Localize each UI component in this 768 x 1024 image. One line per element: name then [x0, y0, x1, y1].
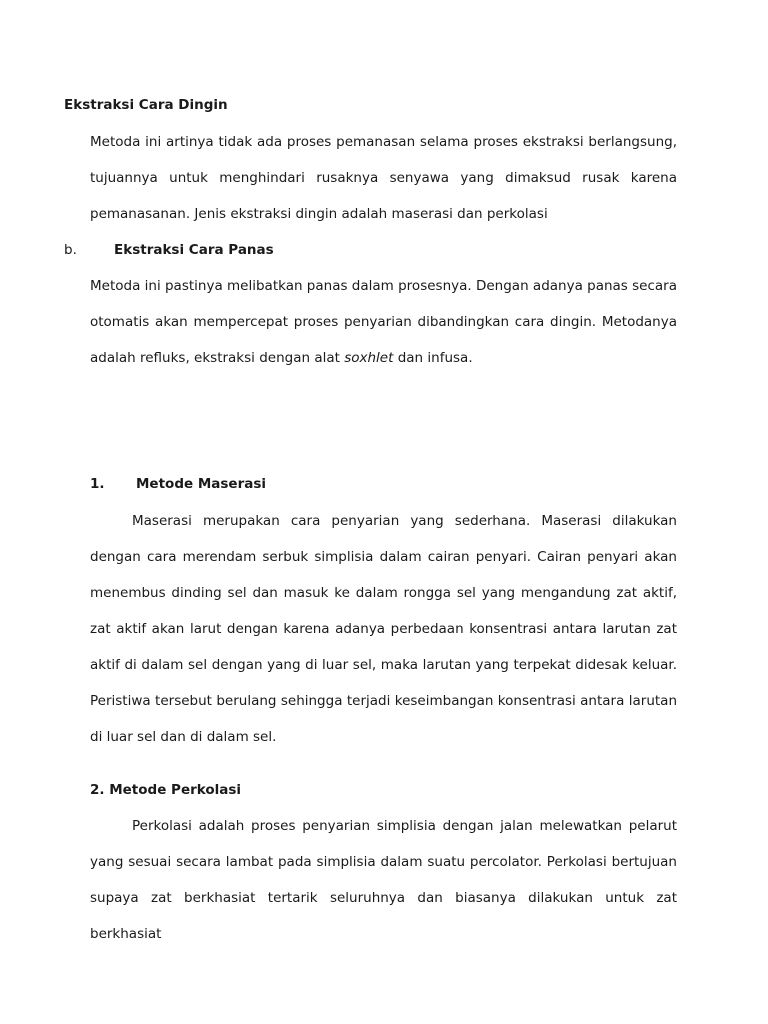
heading-maceration: Metode Maserasi: [136, 476, 267, 492]
list-marker-b: b.: [64, 242, 77, 258]
heading-hot-extraction: Ekstraksi Cara Panas: [114, 242, 274, 258]
soxhlet-term: soxhlet: [344, 350, 394, 366]
heading-percolation: 2. Metode Perkolasi: [90, 782, 242, 798]
heading-cold-extraction: Ekstraksi Cara Dingin: [64, 97, 228, 113]
list-marker-1: 1.: [90, 476, 105, 492]
paragraph-percolation: Perkolasi adalah proses penyarian simplisia dengan jalan melewatkan pelarut yang sesuai secara lambat pada simplisia dalam suatu percolator. Perkolasi bertujuan supaya zat berkhasiat tertarik seluruhnya dan biasanya dilakukan untuk zat berkhasiat: [90, 818, 677, 942]
hot-extraction-text-before: Metoda ini pastinya melibatkan panas dalam prosesnya. Dengan adanya panas secara otomatis akan mempercepat proses penyarian dibandingkan cara dingin. Metodanya adalah refluks, ekstraksi dengan alat: [90, 278, 677, 366]
paragraph-cold-extraction: Metoda ini artinya tidak ada proses pemanasan selama proses ekstraksi berlangsung, tujuannya untuk menghindari rusaknya senyawa yang dimaksud rusak karena pemanasanan. Jenis ekstraksi dingin adalah maserasi dan perkolasi: [90, 134, 677, 222]
hot-extraction-text-after: dan infusa.: [393, 350, 473, 366]
paragraph-hot-extraction: [90, 268, 677, 376]
paragraph-maceration: Maserasi merupakan cara penyarian yang sederhana. Maserasi dilakukan dengan cara merendam serbuk simplisia dalam cairan penyari. Cairan penyari akan menembus dinding sel dan masuk ke dalam rongga sel yang mengandung zat aktif, zat aktif akan larut dengan karena adanya perbedaan konsentrasi antara larutan zat aktif di dalam sel dengan yang di luar sel, maka larutan yang terpekat didesak keluar. Peristiwa tersebut berulang sehingga terjadi keseimbangan konsentrasi antara larutan di luar sel dan di dalam sel.: [90, 513, 677, 745]
